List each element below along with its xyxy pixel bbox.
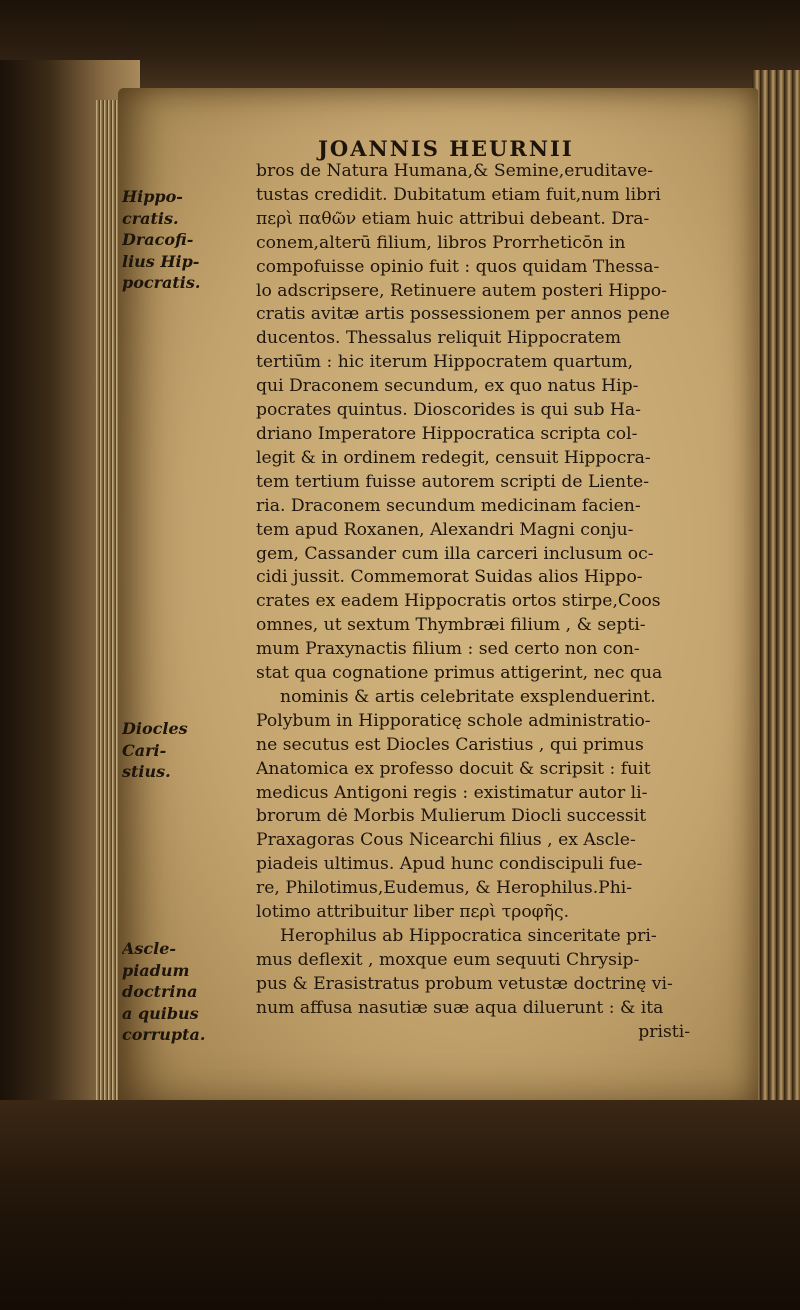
text-line: Herophilus ab Hippocratica sinceritate pri- [280, 926, 657, 946]
text-line: legit & in ordinem redegit, censuit Hippocra- [256, 447, 651, 468]
running-head: JOANNIS HEURNII [318, 136, 574, 161]
catchword: pristi- [638, 1021, 690, 1042]
text-line: omnes, ut sextum Thymbræi filium , & septi- [256, 615, 646, 636]
text-line: mus deflexit , moxque eum sequuti Chrysip- [256, 949, 640, 970]
margin-note-line: pocratis. [122, 273, 201, 292]
margin-note-line: cratis. [122, 208, 179, 228]
margin-note-line: a quibus [122, 1003, 199, 1023]
text-line: tem apud Roxanen, Alexandri Magni conju- [256, 519, 634, 540]
text-line: lotimo attribuitur liber περὶ τροφῆς. [256, 902, 570, 923]
text-line: Praxagoras Cous Nicearchi filius , ex Ascle- [256, 830, 636, 851]
margin-note-diocles [122, 718, 250, 783]
text-line: ducentos. Thessalus reliquit Hippocratem [256, 328, 622, 349]
text-line: brorum dė Morbis Mulierum Diocli successit [256, 806, 647, 827]
margin-note-line: stius. [122, 762, 171, 781]
text-line: conem,alterū filium, libros Prorrheticōn in [256, 232, 626, 253]
text-line: ne secutus est Diocles Caristius , qui primus [256, 734, 644, 755]
text-line: tem tertium fuisse autorem scripti de Liente- [256, 471, 649, 492]
text-line: driano Imperatore Hippocratica scripta col- [256, 423, 638, 444]
margin-note-line: Diocles [122, 719, 188, 738]
text-line: num affusa nasutiæ suæ aqua diluerunt : & ita [256, 997, 664, 1018]
text-line: tustas credidit. Dubitatum etiam fuit,num libri [256, 184, 661, 205]
text-line: qui Draconem secundum, ex quo natus Hip- [256, 376, 639, 397]
text-line: περὶ παθῶν etiam huic attribui debeant. Dra- [256, 208, 650, 229]
text-line: ria. Draconem secundum medicinam facien- [256, 495, 641, 516]
text-line: crates ex eadem Hippocratis ortos stirpe,Coos [256, 591, 661, 612]
margin-note-line: Dracofi- [122, 230, 194, 249]
margin-note-line: lius Hip- [122, 251, 200, 271]
margin-note-hippocratis [122, 186, 250, 294]
margin-note-line: doctrina [122, 982, 198, 1001]
text-line: piadeis ultimus. Apud hunc condiscipuli fue- [256, 854, 643, 875]
margin-note-line: piadum [122, 960, 190, 980]
text-line: compofuisse opinio fuit : quos quidam Thessa- [256, 256, 660, 277]
text-line: medicus Antigoni regis : existimatur autor li- [256, 782, 648, 803]
margin-note-line: Hippo- [122, 187, 183, 206]
margin-note-line: Ascle- [122, 939, 177, 958]
text-line: gem, Cassander cum illa carceri inclusum oc- [256, 543, 654, 564]
text-line: Anatomica ex professo docuit & scripsit : fuit [256, 758, 651, 779]
text-line: nominis & artis celebritate exsplenduerint. [280, 686, 656, 707]
text-line: stat qua cognatione primus attigerint, nec qua [256, 663, 663, 684]
text-line: cratis avitæ artis possessionem per annos pene [256, 304, 670, 325]
text-line: lo adscripsere, Retinuere autem posteri Hippo- [256, 280, 667, 301]
margin-note-line: Cari- [122, 740, 167, 760]
text-line: mum Praxynactis filium : sed certo non con- [256, 639, 640, 660]
text-line: cidi jussit. Commemorat Suidas alios Hippo- [256, 567, 643, 588]
text-line: pocrates quintus. Dioscorides is qui sub Ha- [256, 400, 641, 421]
main-text-block [256, 160, 760, 1045]
text-line: tertiūm : hic iterum Hippocratem quartum, [256, 352, 634, 373]
margin-note-line: corrupta. [122, 1025, 206, 1044]
margin-note-asclepiadum [122, 938, 250, 1046]
text-line: bros de Natura Humana,& Semine,eruditave- [256, 161, 654, 181]
text-line: Polybum in Hipporaticę schole administratio- [256, 710, 651, 731]
text-line: pus & Erasistratus probum vetustæ doctrinę vi- [256, 973, 673, 994]
text-line: re, Philotimus,Eudemus, & Herophilus.Phi- [256, 878, 633, 899]
